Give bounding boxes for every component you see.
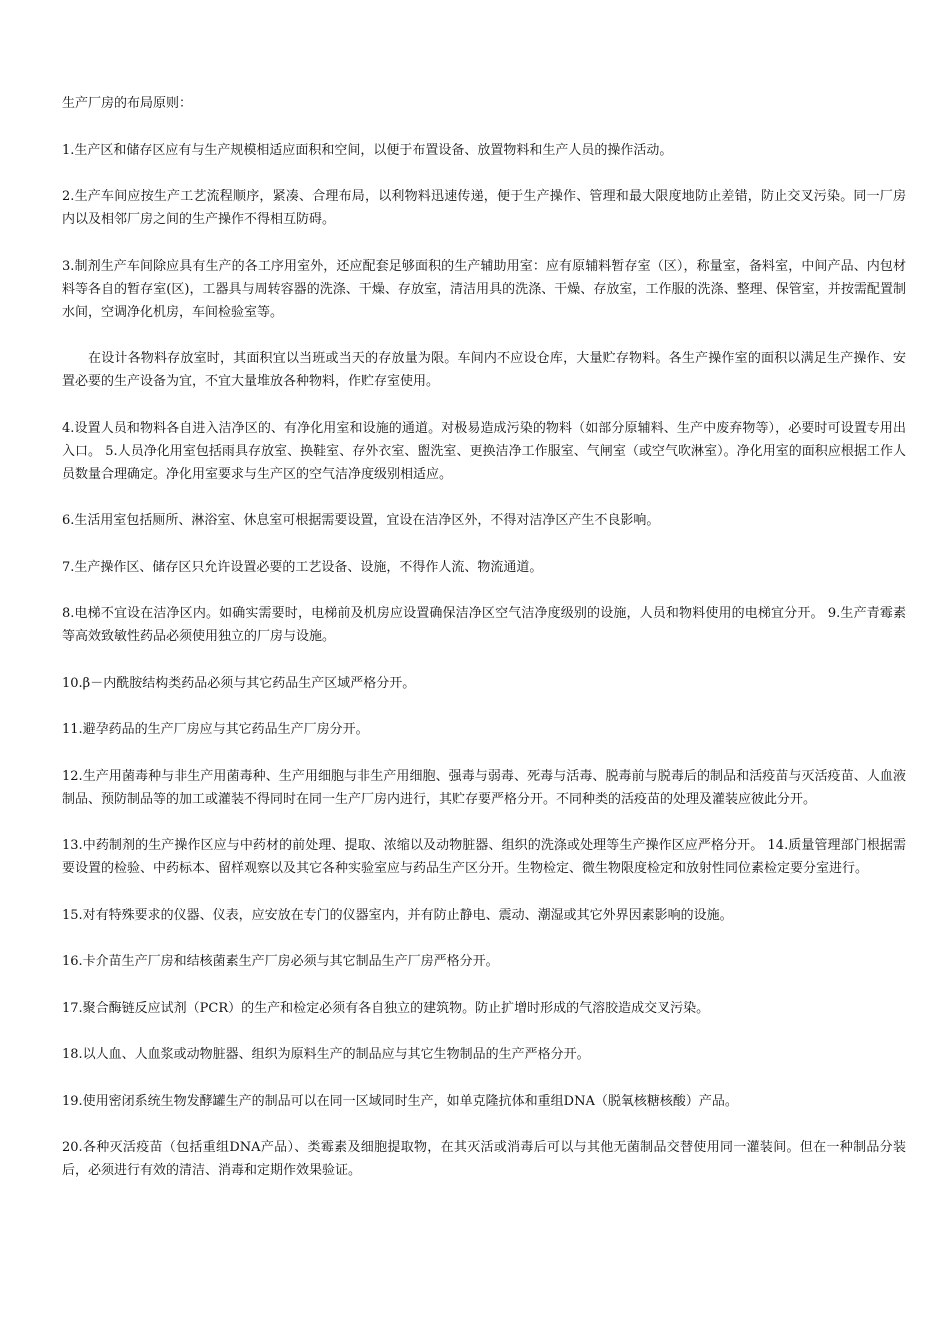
paragraph-16: 16.卡介苗生产厂房和结核菌素生产厂房必须与其它制品生产厂房严格分开。 — [62, 954, 499, 969]
paragraph-1: 1.生产区和储存区应有与生产规模相适应面积和空间，以便于布置设备、放置物料和生产人员的操作活动。 — [62, 142, 673, 158]
paragraph-10: 10.β－内酰胺结构类药品必须与其它药品生产区域严格分开。 — [62, 675, 416, 691]
paragraph-7: 7.生产操作区、储存区只允许设置必要的工艺设备、设施，不得作人流、物流通道。 — [62, 559, 543, 575]
paragraph-storage-note: 在设计各物料存放室时，其面积宜以当班或当天的存放量为限。车间内不应设仓库，大量贮存物料。各生产操作室的面积以满足生产操作、安置必要的生产设备为宜，不宜大量堆放各种物料，作贮存室使用。 — [62, 351, 906, 389]
paragraph-17: 17.聚合酶链反应试剂（PCR）的生产和检定必须有各自独立的建筑物。防止扩增时形成的气溶胶造成交叉污染。 — [62, 1000, 710, 1016]
paragraph-3: 3.制剂生产车间除应具有生产的各工序用室外，还应配套足够面积的生产辅助用室：应有原辅料暂存室（区），称量室，备料室，中间产品、内包材料等各自的暂存室(区)，工器具与周转容器的洗涤、干燥、存放室，清洁用具的洗涤、干燥、存放室，工作服的洗涤、整理、保管室，并按需配置制水间，空调净化机房，车间检验室等。 — [62, 258, 906, 320]
paragraph-8-9: 8.电梯不宜设在洁净区内。如确实需要时，电梯前及机房应设置确保洁净区空气洁净度级别的设施，人员和物料使用的电梯宜分开。 9.生产青霉素等高效致敏性药品必须使用独立的厂房与设施。 — [62, 606, 906, 644]
paragraph-6: 6.生活用室包括厕所、淋浴室、休息室可根据需要设置，宜设在洁净区外，不得对洁净区产生不良影响。 — [62, 513, 660, 528]
document-page — [62, 92, 906, 1206]
paragraph-2: 2.生产车间应按生产工艺流程顺序，紧凑、合理布局，以利物料迅速传递，便于生产操作、管理和最大限度地防止差错，防止交叉污染。同一厂房内以及相邻厂房之间的生产操作不得相互防碍。 — [62, 189, 906, 227]
paragraph-12: 12.生产用菌毒种与非生产用菌毒种、生产用细胞与非生产用细胞、强毒与弱毒、死毒与活毒、脱毒前与脱毒后的制品和活疫苗与灭活疫苗、人血液制品、预防制品等的加工或灌装不得同时在同一生产厂房内进行，其贮存要严格分开。不同种类的活疫苗的处理及灌装应彼此分开。 — [62, 768, 906, 807]
paragraph-18: 18.以人血、人血浆或动物脏器、组织为原料生产的制品应与其它生物制品的生产严格分开。 — [62, 1047, 590, 1062]
paragraph-19: 19.使用密闭系统生物发酵罐生产的制品可以在同一区域同时生产，如单克隆抗体和重组DNA（脱氧核糖核酸）产品。 — [62, 1093, 738, 1109]
paragraph-15: 15.对有特殊要求的仪器、仪表，应安放在专门的仪器室内，并有防止静电、震动、潮湿或其它外界因素影响的设施。 — [62, 907, 733, 923]
document-heading: 生产厂房的布局原则： — [62, 96, 193, 111]
paragraph-4-5: 4.设置人员和物料各自进入洁净区的、有净化用室和设施的通道。对极易造成污染的物料（如部分原辅料、生产中废弃物等），必要时可设置专用出入口。 5.人员净化用室包括雨具存放室、换鞋室、存外衣室、盥洗室、更换洁净工作服室、气闸室（或空气吹淋室）。净化用室的面积应根据工作人员数量合理确定。净化用室要求与生产区的空气洁净度级别相适应。 — [62, 420, 906, 482]
paragraph-11: 11.避孕药品的生产厂房应与其它药品生产厂房分开。 — [62, 722, 369, 737]
paragraph-13-14: 13.中药制剂的生产操作区应与中药材的前处理、提取、浓缩以及动物脏器、组织的洗涤或处理等生产操作区应严格分开。 14.质量管理部门根据需要设置的检验、中药标本、留样观察以及其它各种实验室应与药品生产区分开。生物检定、微生物限度检定和放射性同位素检定要分室进行。 — [62, 838, 906, 876]
paragraph-20: 20.各种灭活疫苗（包括重组DNA产品）、类霉素及细胞提取物，在其灭活或消毒后可以与其他无菌制品交替使用同一灌装间。但在一种制品分装后，必须进行有效的清洁、消毒和定期作效果验证。 — [62, 1140, 906, 1178]
